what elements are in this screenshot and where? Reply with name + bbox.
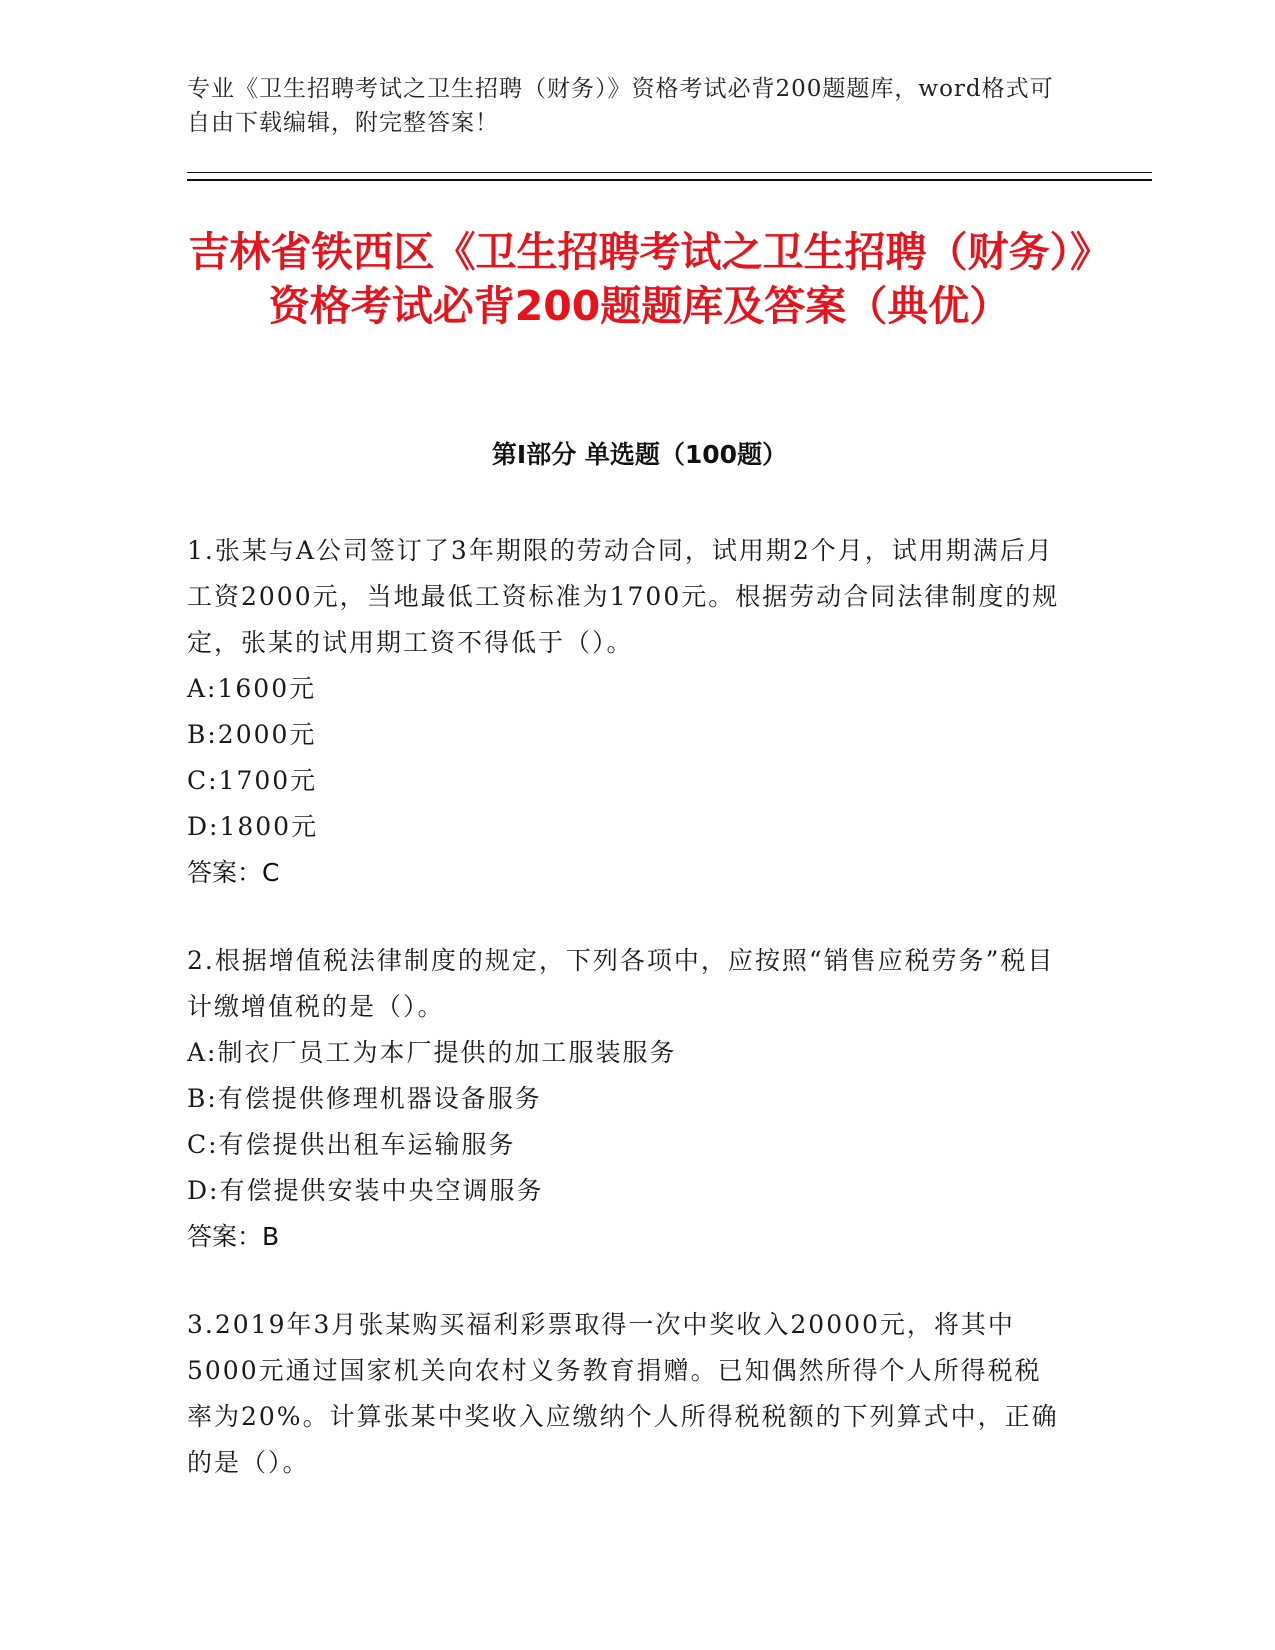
header-divider-thick xyxy=(187,179,1152,181)
option-c: C:1700元 xyxy=(187,766,318,795)
option-c: C:有偿提供出租车运输服务 xyxy=(187,1130,516,1159)
option-d: D:有偿提供安装中央空调服务 xyxy=(187,1176,544,1205)
option-b: B:2000元 xyxy=(187,720,317,749)
header-divider-thin xyxy=(187,172,1152,173)
section-heading: 第I部分 单选题（100题） xyxy=(491,440,788,469)
option-a: A:制衣厂员工为本厂提供的加工服装服务 xyxy=(187,1038,677,1067)
question-item xyxy=(187,528,1067,896)
answer-line: 答案：C xyxy=(187,858,280,887)
option-d: D:1800元 xyxy=(187,812,319,841)
question-item xyxy=(187,1302,1067,1486)
option-a: A:1600元 xyxy=(187,674,317,703)
question-list xyxy=(187,528,1067,1528)
answer-line: 答案：B xyxy=(187,1222,280,1251)
question-stem: 2.根据增值税法律制度的规定，下列各项中，应按照“销售应税劳务”税目计缴增值税的是（）。 xyxy=(187,946,1055,1021)
document-title: 吉林省铁西区《卫生招聘考试之卫生招聘（财务）》资格考试必背200题题库及答案（典优） xyxy=(188,228,1091,330)
option-b: B:有偿提供修理机器设备服务 xyxy=(187,1084,542,1113)
question-stem: 1.张某与A公司签订了3年期限的劳动合同，试用期2个月，试用期满后月工资2000元，当地最低工资标准为1700元。根据劳动合同法律制度的规定，张某的试用期工资不得低于（）。 xyxy=(187,536,1060,657)
question-item xyxy=(187,938,1067,1260)
header-note: 专业《卫生招聘考试之卫生招聘（财务）》资格考试必背200题题库，word格式可自由下载编辑，附完整答案！ xyxy=(187,76,1054,136)
question-stem: 3.2019年3月张某购买福利彩票取得一次中奖收入20000元，将其中5000元通过国家机关向农村义务教育捐赠。已知偶然所得个人所得税税率为20%。计算张某中奖收入应缴纳个人所得税税额的下列算式中，正确的是（）。 xyxy=(187,1310,1059,1477)
